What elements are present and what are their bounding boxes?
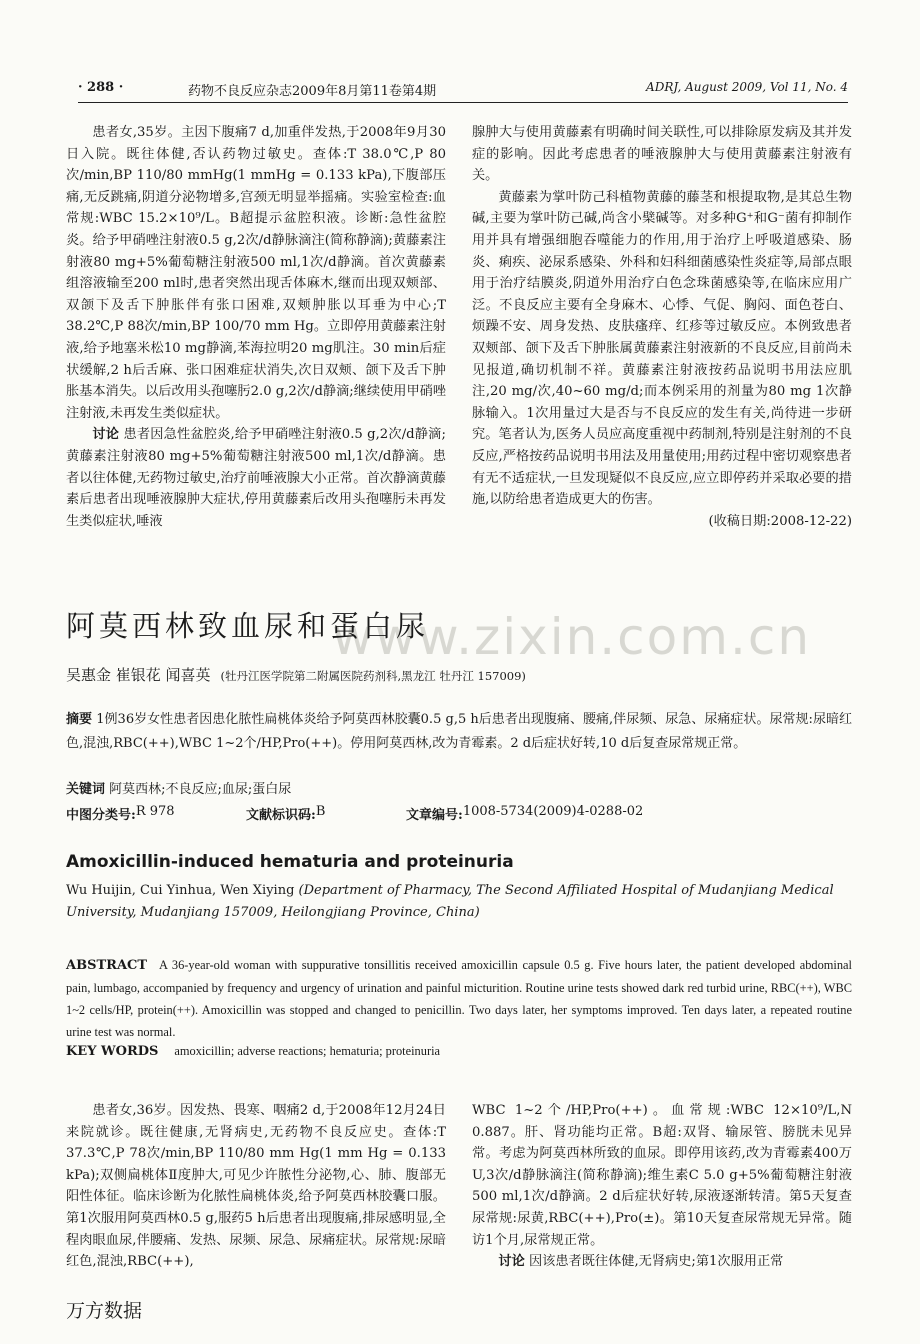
- author-names: 吴惠金 崔银花 闻喜英: [66, 666, 211, 684]
- english-title: Amoxicillin-induced hematuria and proteinuria: [66, 852, 514, 872]
- abstract-label: 摘要: [66, 712, 93, 727]
- prev-article-right-column: [472, 122, 852, 532]
- prev-article-left-column: [66, 122, 446, 532]
- article-authors: [66, 664, 526, 685]
- english-abstract-text: A 36-year-old woman with suppurative tonsillitis received amoxicillin capsule 0.5 g. Five hours later, the patient developed abdominal pain, lumbago, accompanied by frequency and urgency of urination and painful micturition. Routine urine tests showed dark red turbid urine, RBC(++), WBC 1~2 cells/HP, protein(++). Amoxicillin was stopped and changed to penicillin. Two days later, her symptoms improved. Ten days later, a repeated routine urine test was normal.: [66, 958, 852, 1039]
- footer-watermark: 万方数据: [66, 1300, 143, 1322]
- abstract-text: 1例36岁女性患者因患化脓性扁桃体炎给予阿莫西林胶囊0.5 g,5 h后患者出现腹痛、腰痛,伴尿频、尿急、尿痛症状。尿常规:尿暗红色,混浊,RBC(++),WBC 1~2个/HP,Pro(++)。停用阿莫西林,改为青霉素。2 d后症状好转,10 d后复查尿常规正常。: [66, 712, 852, 751]
- keywords-text: 阿莫西林;不良反应;血尿;蛋白尿: [109, 782, 292, 797]
- english-keywords: [66, 1044, 440, 1059]
- page-number: · 288 ·: [78, 80, 124, 95]
- journal-title-en: ADRJ, August 2009, Vol 11, No. 4: [646, 80, 848, 94]
- english-author-names: Wu Huijin, Cui Yinhua, Wen Xiying: [66, 883, 295, 898]
- article-no-value: 1008-5734(2009)4-0288-02: [462, 804, 644, 819]
- cls-value: R 978: [135, 804, 175, 819]
- discussion-text: 患者因急性盆腔炎,给予甲硝唑注射液0.5 g,2次/d静滴;黄藤素注射液80 mg+5%葡萄糖注射液500 ml,1次/d静滴。患者以往体健,无药物过敏史,治疗前唾液腺大小正常。首次静滴黄藤素后患者出现唾液腺肿大症状,停用黄藤素后改用头孢噻肟未再发生类似症状,唾液: [66, 427, 446, 529]
- english-authors: [66, 880, 852, 924]
- keywords-cn: [66, 778, 852, 802]
- article-no-label: 文章编号:: [406, 808, 463, 823]
- watermark: www.zixin.com.cn: [332, 608, 812, 666]
- article-title: 阿莫西林致血尿和蛋白尿: [66, 609, 430, 643]
- english-abstract-label: ABSTRACT: [66, 958, 148, 973]
- abstract-cn: [66, 708, 852, 756]
- body-left-column: [66, 1100, 446, 1273]
- journal-title-cn: 药物不良反应杂志2009年8月第11卷第4期: [188, 84, 437, 99]
- body-right-column: [472, 1100, 852, 1273]
- body-discussion-lead: 讨论: [498, 1254, 525, 1270]
- prev-discussion-paragraph: [66, 424, 446, 532]
- prev-discussion-continued: 腺肿大与使用黄藤素有明确时间关联性,可以排除原发病及其并发症的影响。因此考虑患者的唾液腺肿大与使用黄藤素注射液有关。: [472, 125, 852, 184]
- doc-code-value: B: [315, 804, 326, 819]
- case-report-continued: WBC 1~2个/HP,Pro(++)。血常规:WBC 12×10⁹/L,N 0.887。肝、肾功能均正常。B超:双肾、输尿管、膀胱未见异常。考虑为阿莫西林所致的血尿。即停用该药,改为青霉素400万U,3次/d静脉滴注(简称静滴);维生素C 5.0 g+5%葡萄糖注射液500 ml,1次/d静滴。2 d后症状好转,尿液逐渐转清。第5天复查尿常规:尿黄,RBC(++),Pro(±)。第10天复查尿常规无异常。随访1个月,尿常规正常。: [472, 1103, 852, 1248]
- keywords-label: 关键词: [66, 782, 106, 797]
- prev-discussion-paragraph-2: 黄藤素为掌叶防己科植物黄藤的藤茎和根提取物,是其总生物碱,主要为掌叶防己碱,尚含小檗碱等。对多种G⁺和G⁻菌有抑制作用并具有增强细胞吞噬能力的作用,用于治疗上呼吸道感染、肠炎、痢疾、泌尿系感染、外科和妇科细菌感染性炎症等,局部点眼用于治疗结膜炎,阴道外用治疗白色念珠菌感染等,在临床应用广泛。不良反应主要有全身麻木、心悸、气促、胸闷、面色苍白、烦躁不安、周身发热、皮肤瘙痒、红疹等过敏反应。本例致患者双颊部、颌下及舌下肿胀属黄藤素注射液新的不良反应,目前尚未见报道,确切机制不祥。黄藤素注射液按药品说明书用法应肌注,20 mg/次,40~60 mg/d;而本例采用的剂量为80 mg 1次静脉输入。1次用量过大是否与不良反应的发生有关,尚待进一步研究。笔者认为,医务人员应高度重视中药制剂,特别是注射剂的不良反应,严格按药品说明书用法及用量使用;用药过程中密切观察患者有无不适症状,一旦发现疑似不良反应,应立即停药并采取必要的措施,以防给患者造成更大的伤害。: [472, 189, 852, 508]
- english-abstract: [66, 954, 852, 1043]
- english-keywords-label: KEY WORDS: [66, 1044, 159, 1059]
- cls-label: 中图分类号:: [66, 808, 136, 823]
- discussion-paragraph: [472, 1251, 852, 1273]
- author-affiliation: (牡丹江医学院第二附属医院药剂科,黑龙江 牡丹江 157009): [220, 669, 526, 683]
- received-date: (收稿日期:2008-12-22): [708, 513, 852, 529]
- english-affiliation: (Department of Pharmacy, The Second Affiliated Hospital of Mudanjiang Medical University, Mudanjiang 157009, Heilongjiang Province, China): [66, 883, 834, 920]
- body-discussion-text: 因该患者既往体健,无肾病史;第1次服用正常: [528, 1254, 784, 1270]
- prev-case-paragraph: 患者女,35岁。主因下腹痛7 d,加重伴发热,于2008年9月30日入院。既往体健,否认药物过敏史。查体:T 38.0℃,P 80次/min,BP 110/80 mmHg(1 mmHg = 0.133 kPa),下腹部压痛,无反跳痛,阴道分泌物增多,宫颈无明显举摇痛。实验室检查:血常规:WBC 15.2×10⁹/L。B超提示盆腔积液。诊断:急性盆腔炎。给予甲硝唑注射液0.5 g,2次/d静脉滴注(简称静滴);黄藤素注射液80 mg+5%葡萄糖注射液500 ml,1次/d静滴。首次黄藤素组溶液输至200 ml时,患者突然出现舌体麻木,继而出现双颊部、双颌下及舌下肿胀伴有张口困难,双颊肿胀以耳垂为中心;T 38.2℃,P 88次/min,BP 100/70 mm Hg。立即停用黄藤素注射液,给予地塞米松10 mg静滴,苯海拉明20 mg肌注。30 min后症状缓解,2 h后舌麻、张口困难症状消失,次日双颊、颌下及舌下肿胀基本消失。以后改用头孢噻肟2.0 g,2次/d静滴;继续使用甲硝唑注射液,未再发生类似症状。: [66, 125, 447, 421]
- running-header: [78, 76, 848, 103]
- discussion-lead: 讨论: [92, 427, 120, 443]
- doc-code-label: 文献标识码:: [246, 808, 316, 823]
- case-report-paragraph: 患者女,36岁。因发热、畏寒、咽痛2 d,于2008年12月24日来院就诊。既往健康,无肾病史,无药物不良反应史。查体:T 37.3℃,P 78次/min,BP 110/80 mm Hg(1 mm Hg = 0.133 kPa);双侧扁桃体Ⅱ度肿大,可见少许脓性分泌物,心、肺、腹部无阳性体征。临床诊断为化脓性扁桃体炎,给予阿莫西林胶囊口服。第1次服用阿莫西林0.5 g,服药5 h后患者出现腹痛,排尿感明显,全程肉眼血尿,伴腰痛、发热、尿频、尿急、尿痛症状。尿常规:尿暗红色,混浊,RBC(++),: [66, 1103, 446, 1270]
- english-keywords-text: amoxicillin; adverse reactions; hematuria; proteinuria: [174, 1044, 441, 1058]
